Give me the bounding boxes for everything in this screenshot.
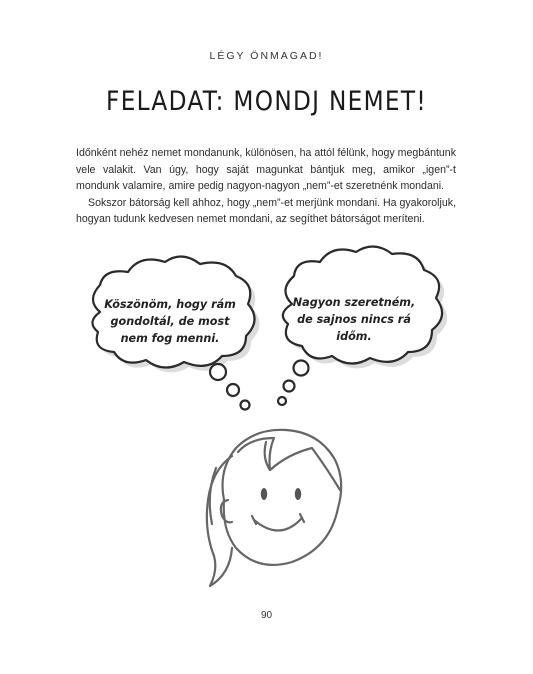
smile	[254, 518, 302, 531]
bubble-left-text: Köszönöm, hogy rám gondoltál, de most nem fog menni.	[104, 298, 236, 345]
running-head: LÉGY ÖNMAGAD!	[209, 50, 324, 62]
page-number: 90	[260, 610, 273, 621]
bubble-right-text: Nagyon szeretném, de sajnos nincs rá időm.	[292, 296, 416, 343]
page-title: FELADAT: MONDJ NEMET!	[106, 86, 427, 117]
girl-face	[207, 430, 341, 586]
paragraph-2: Sokszor bátorság kell ahhoz, hogy „nem”-et merjünk mondani. Ha gyakoroljuk, hogyan tudunk kedvesen nemet mondani, az segíthet bátorságot meríteni.	[76, 196, 457, 226]
paragraph-1: Időnként nehéz nemet mondanunk, különösen, ha attól félünk, hogy megbántunk vele valakit. Van úgy, hogy saját magunkat bántjuk meg, amikor „igen”-t mondunk valamire, amire pedig nagyon-nagyon „nem”-et szeretnénk mondani.	[76, 147, 456, 193]
